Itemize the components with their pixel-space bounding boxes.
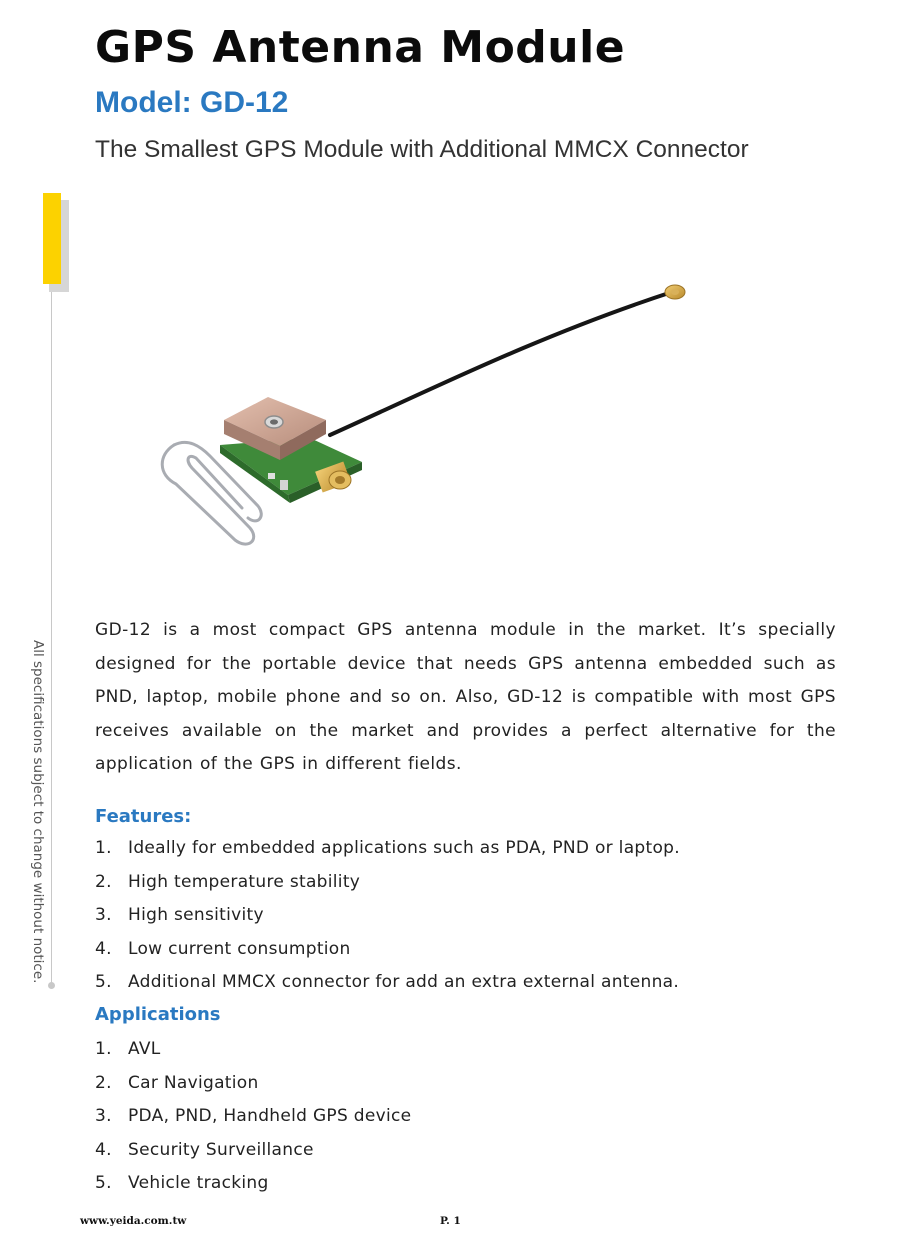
product-photo bbox=[140, 270, 700, 560]
list-item-number: 5. bbox=[95, 1173, 112, 1193]
list-item bbox=[95, 1100, 411, 1134]
list-item-text: PDA, PND, Handheld GPS device bbox=[128, 1106, 412, 1126]
features-heading: Features: bbox=[95, 806, 192, 827]
list-item-text: AVL bbox=[128, 1039, 161, 1059]
list-item bbox=[95, 1067, 411, 1101]
cable bbox=[330, 292, 672, 435]
features-list bbox=[95, 832, 680, 1000]
list-item bbox=[95, 866, 680, 900]
list-item-text: Vehicle tracking bbox=[128, 1173, 269, 1193]
sidebar-rule-end-dot bbox=[48, 982, 55, 989]
list-item bbox=[95, 933, 680, 967]
list-item bbox=[95, 1167, 411, 1201]
list-item-text: Ideally for embedded applications such as PDA, PND or laptop. bbox=[128, 838, 680, 858]
list-item bbox=[95, 899, 680, 933]
list-item-number: 5. bbox=[95, 972, 112, 992]
product-description: GD-12 is a most compact GPS antenna module in the market. It’s specially designed for the portable device that needs GPS antenna embedded such as PND, laptop, mobile phone and so on. Also, GD-12 is compatible with most GPS receives available on the market and provides a perfect alternative for the application of the GPS in different fields. bbox=[95, 620, 836, 775]
list-item-text: Low current consumption bbox=[128, 938, 351, 959]
list-item-number: 4. bbox=[95, 1139, 112, 1160]
page-number: P. 1 bbox=[440, 1215, 461, 1227]
sidebar-notice: All specifications subject to change without notice. bbox=[30, 640, 46, 984]
list-item bbox=[95, 966, 680, 1000]
list-item-number: 1. bbox=[95, 838, 112, 858]
list-item-number: 1. bbox=[95, 1039, 112, 1059]
list-item-number: 4. bbox=[95, 938, 112, 959]
list-item-text: Additional MMCX connector for add an extra external antenna. bbox=[128, 972, 680, 992]
list-item bbox=[95, 1134, 411, 1168]
model-heading: Model: GD-12 bbox=[95, 86, 289, 119]
list-item-number: 2. bbox=[95, 871, 112, 892]
list-item-text: Car Navigation bbox=[128, 1072, 259, 1093]
list-item bbox=[95, 832, 680, 866]
list-item-text: High sensitivity bbox=[128, 905, 264, 925]
sidebar-accent-bar bbox=[43, 193, 61, 284]
list-item-number: 3. bbox=[95, 905, 112, 925]
applications-list bbox=[95, 1033, 411, 1201]
sidebar-rule bbox=[51, 284, 52, 984]
list-item-number: 3. bbox=[95, 1106, 112, 1126]
page-subtitle: The Smallest GPS Module with Additional MMCX Connector bbox=[95, 136, 749, 163]
footer-website: www.yeida.com.tw bbox=[80, 1215, 187, 1227]
page-title: GPS Antenna Module bbox=[95, 22, 626, 73]
list-item bbox=[95, 1033, 411, 1067]
applications-heading: Applications bbox=[95, 1004, 221, 1025]
list-item-number: 2. bbox=[95, 1072, 112, 1093]
list-item-text: High temperature stability bbox=[128, 871, 361, 892]
list-item-text: Security Surveillance bbox=[128, 1139, 314, 1160]
